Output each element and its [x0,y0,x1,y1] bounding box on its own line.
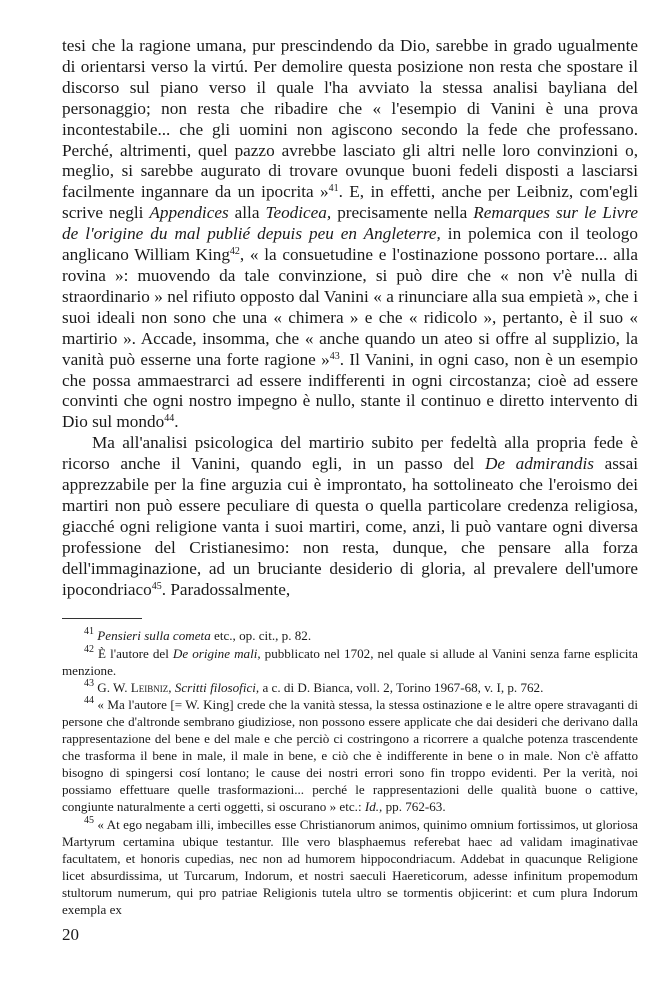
footnote-divider [62,618,142,619]
footnote-44: $^{44}$ « Ma l'autore [= W. King] crede che la vanità stessa, la stessa ostinazione e le altre opere stravaganti di persone che d'altronde sembrano giudiziose, non possono essere applicate che dai desideri che derivano dalla rappresentazione del bene e del male e che perciò ci costringono a ricorrere a qualche potenza trascendente che trasforma il bene in male, il male in bene, e ciò che è indifferente in bene o in male. Non c'è affatto bisogno di spingersi cosí lontano; le cause dei nostri errori sono fin troppo evidenti. Per la verità, noi possiamo effettuare quelle trasformazioni... perché le rappresentazioni delle qualità buone o cattive, congiunte naturalmente a certi oggetti, si oscurano » etc.: Id., pp. 762-63. [62,694,638,815]
page [62,36,638,918]
paragraph-2: Ma all'analisi psicologica del martirio subito per fedeltà alla propria fede è ricorso anche il Vanini, quando egli, in un passo del De admirandis assai apprezzabile per la fine arguzia cui è improntato, ha sottolineato che l'eroismo dei martiri non può essere peculiare di questa o quella particolare credenza religiosa, giacché ogni religione vanta i suoi martiri, come, anzi, li può vantare ogni diversa professione del Cristianesimo: non resta, dunque, che pensare alla forza dell'immaginazione, ad un bruciante desiderio di gloria, al prevalere dell'umore ipocondriaco$^{45}$. Paradossalmente, [62,433,638,599]
title-appendices: Appendices [149,203,229,223]
page-number: 20 [62,925,79,944]
footnote-43: $^{43}$ G. W. Leibniz, Scritti filosofici, a c. di D. Bianca, voll. 2, Torino 1967-68, v. I, p. 762. [84,677,544,695]
footnote-42: $^{42}$ È l'autore del De origine mali, pubblicato nel 1702, nel quale si allude al Vanini senza farne esplicita menzione. [62,643,638,678]
footnote-41: $^{41}$ Pensieri sulla cometa etc., op. cit., p. 82. [84,626,312,644]
title-teodicea: Teodicea, [265,203,332,223]
footnote-ref-44[interactable]: 44 [164,413,175,425]
footnotes [62,627,638,918]
footnote-45: $^{45}$ « At ego negabam illi, imbecilles esse Christianorum animos, quinimo omnium fortissimos, ut gloriosa Martyrum certamina ubique testantur. Ille vero blasphaemus referebat haec ad validam imaginativae facultatem, et honoris cupedias, nec non ad humorem hippocondriacum. Addebat in quacunque Religione licet absurdissima, ut Turcarum, Indorum, et nostri saeculi Haereticorum, adesse infinitum propemodum stultorum numerum, qui pro patriae Religionis tutela ultro se tormentis objicerint: et cum plura Indorum exempla ex [62,814,638,917]
footnote-ref-42[interactable]: 42 [229,246,240,258]
title-de-admirandis: De admirandis [484,454,594,474]
main-text [62,36,638,600]
footnote-ref-45[interactable]: 45 [151,580,162,592]
footnote-ref-41[interactable]: 41 [328,183,339,195]
title-remarques: Remarques sur le Livre de l'origine du mal publié depuis peu en Angleterre, [62,203,638,244]
paragraph-1: tesi che la ragione umana, pur prescindendo da Dio, sarebbe in grado ugualmente di orientarsi verso la virtú. Per demolire questa posizione non resta che spostare il discorso sul piano verso il quale l'ha avviato la stessa analisi bayliana del personaggio; non resta che ribadire che « l'esempio di Vanini è una prova incontestabile... che gli uomini non agiscono secondo la fede che professano. Perché, altrimenti, quel pazzo avrebbe lasciato gli altri nelle loro convinzioni o, meglio, si sarebbe augurato di trovare ovunque buoni fedeli disposti a lasciarsi facilmente ingannare da un ipocrita »$^{41}$. E, in effetti, anche per Leibniz, com'egli scrive negli Appendices alla Teodicea, precisamente nella Remarques sur le Livre de l'origine du mal publié depuis peu en Angleterre, in polemica con il teologo anglicano William King$^{42}$, « la consuetudine e l'ostinazione possono portare... alla rovina »: muovendo da tale convinzione, si può dire che « non v'è nulla di straordinario » nel rifiuto opposto dal Vanini « a rinunciare alla sua empietà », che i suoi ideali non sono che una « chimera » e che « ridicolo », pertanto, è il suo « martirio ». Accade, insomma, che « anche quando un ateo si offre al supplizio, la vanità può esserne una forte ragione »$^{43}$. Il Vanini, in ogni caso, non è un esempio che possa ammaestrarci ad essere indifferenti in ogni circostanza; cioè ad essere convinti che ogni nostro impegno è nullo, stante il continuo e diretto intervento di Dio sul mondo$^{44}$. [62,36,638,432]
footnote-ref-43[interactable]: 43 [329,350,340,362]
